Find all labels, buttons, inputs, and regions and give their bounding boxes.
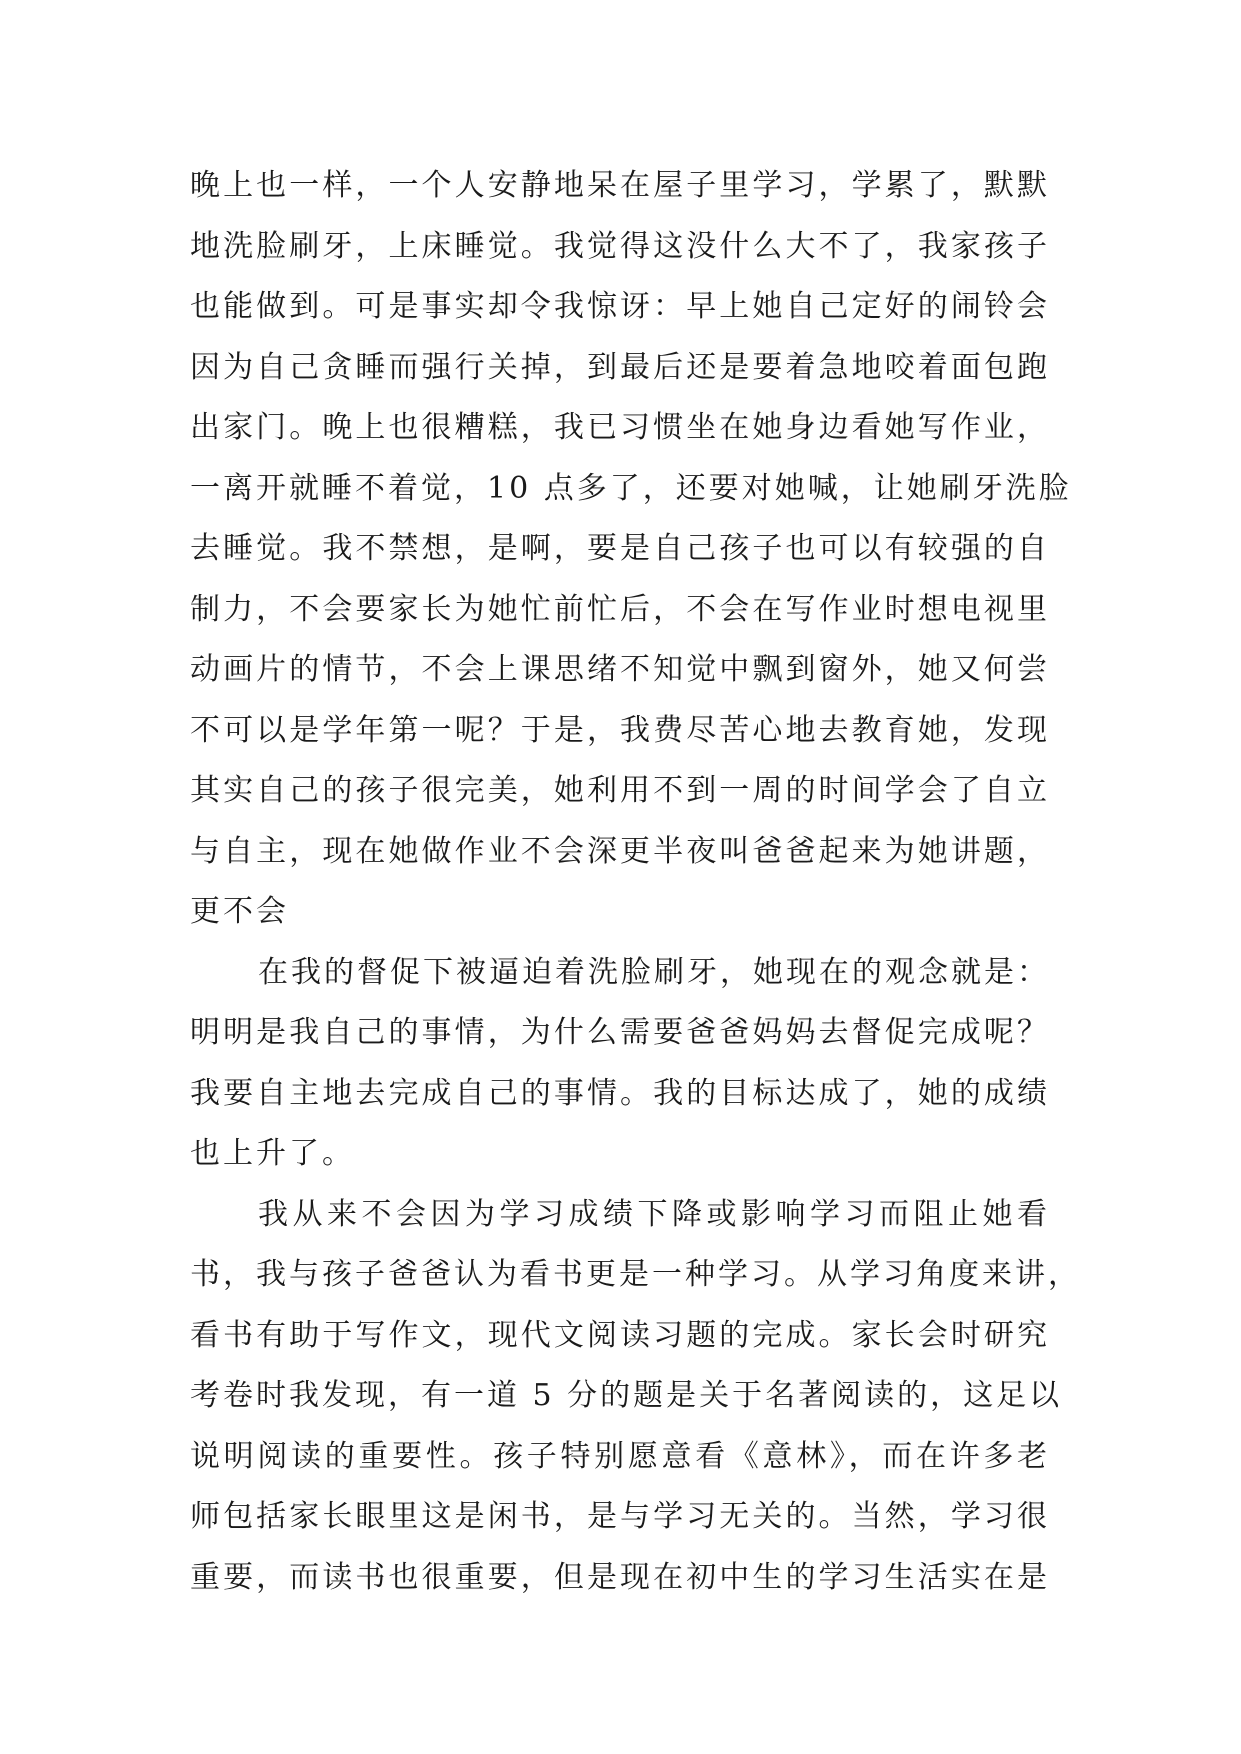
text-line: 其实自己的孩子很完美，她利用不到一周的时间学会了自立 [190,773,1050,808]
text-line: 我从来不会因为学习成绩下降或影响学习而阻止她看 [258,1196,1050,1232]
text-line: 更不会 [190,894,289,929]
text-line: 一离开就睡不着觉，10 点多了，还要对她喊，让她刷牙洗脸 [190,470,1072,506]
text-line: 看书有助于写作文，现代文阅读习题的完成。家长会时研究 [190,1317,1050,1353]
body-text [190,156,1081,1608]
text-line: 我要自主地去完成自己的事情。我的目标达成了，她的成绩 [190,1075,1050,1111]
text-line: 制力，不会要家长为她忙前忙后，不会在写作业时想电视里 [190,591,1050,627]
text-line: 与自主，现在她做作业不会深更半夜叫爸爸起来为她讲题， [190,833,1050,869]
text-line: 不可以是学年第一呢？于是，我费尽苦心地去教育她，发现 [190,712,1050,748]
text-line: 说明阅读的重要性。孩子特别愿意看《意林》，而在许多老 [190,1438,1050,1474]
text-line: 明明是我自己的事情，为什么需要爸爸妈妈去督促完成呢？ [190,1015,1050,1050]
text-line: 师包括家长眼里这是闲书，是与学习无关的。当然，学习很 [190,1499,1050,1534]
text-line: 因为自己贪睡而强行关掉，到最后还是要着急地咬着面包跑 [190,349,1050,385]
text-line: 书，我与孩子爸爸认为看书更是一种学习。从学习角度来讲， [190,1257,1081,1292]
text-line: 去睡觉。我不禁想，是啊，要是自己孩子也可以有较强的自 [190,531,1050,566]
text-line: 地洗脸刷牙，上床睡觉。我觉得这没什么大不了，我家孩子 [190,228,1050,264]
text-line: 出家门。晚上也很糟糕，我已习惯坐在她身边看她写作业， [190,410,1050,445]
text-line: 也上升了。 [190,1136,355,1171]
text-line: 在我的督促下被逼迫着洗脸刷牙，她现在的观念就是： [258,954,1050,990]
text-line: 晚上也一样，一个人安静地呆在屋子里学习，学累了，默默 [190,168,1050,203]
text-line: 考卷时我发现，有一道 5 分的题是关于名著阅读的，这足以 [190,1378,1063,1413]
text-line: 也能做到。可是事实却令我惊讶：早上她自己定好的闹铃会 [190,289,1050,324]
text-line: 重要，而读书也很重要，但是现在初中生的学习生活实在是 [190,1559,1050,1595]
text-line: 动画片的情节，不会上课思绪不知觉中飘到窗外，她又何尝 [190,652,1050,687]
